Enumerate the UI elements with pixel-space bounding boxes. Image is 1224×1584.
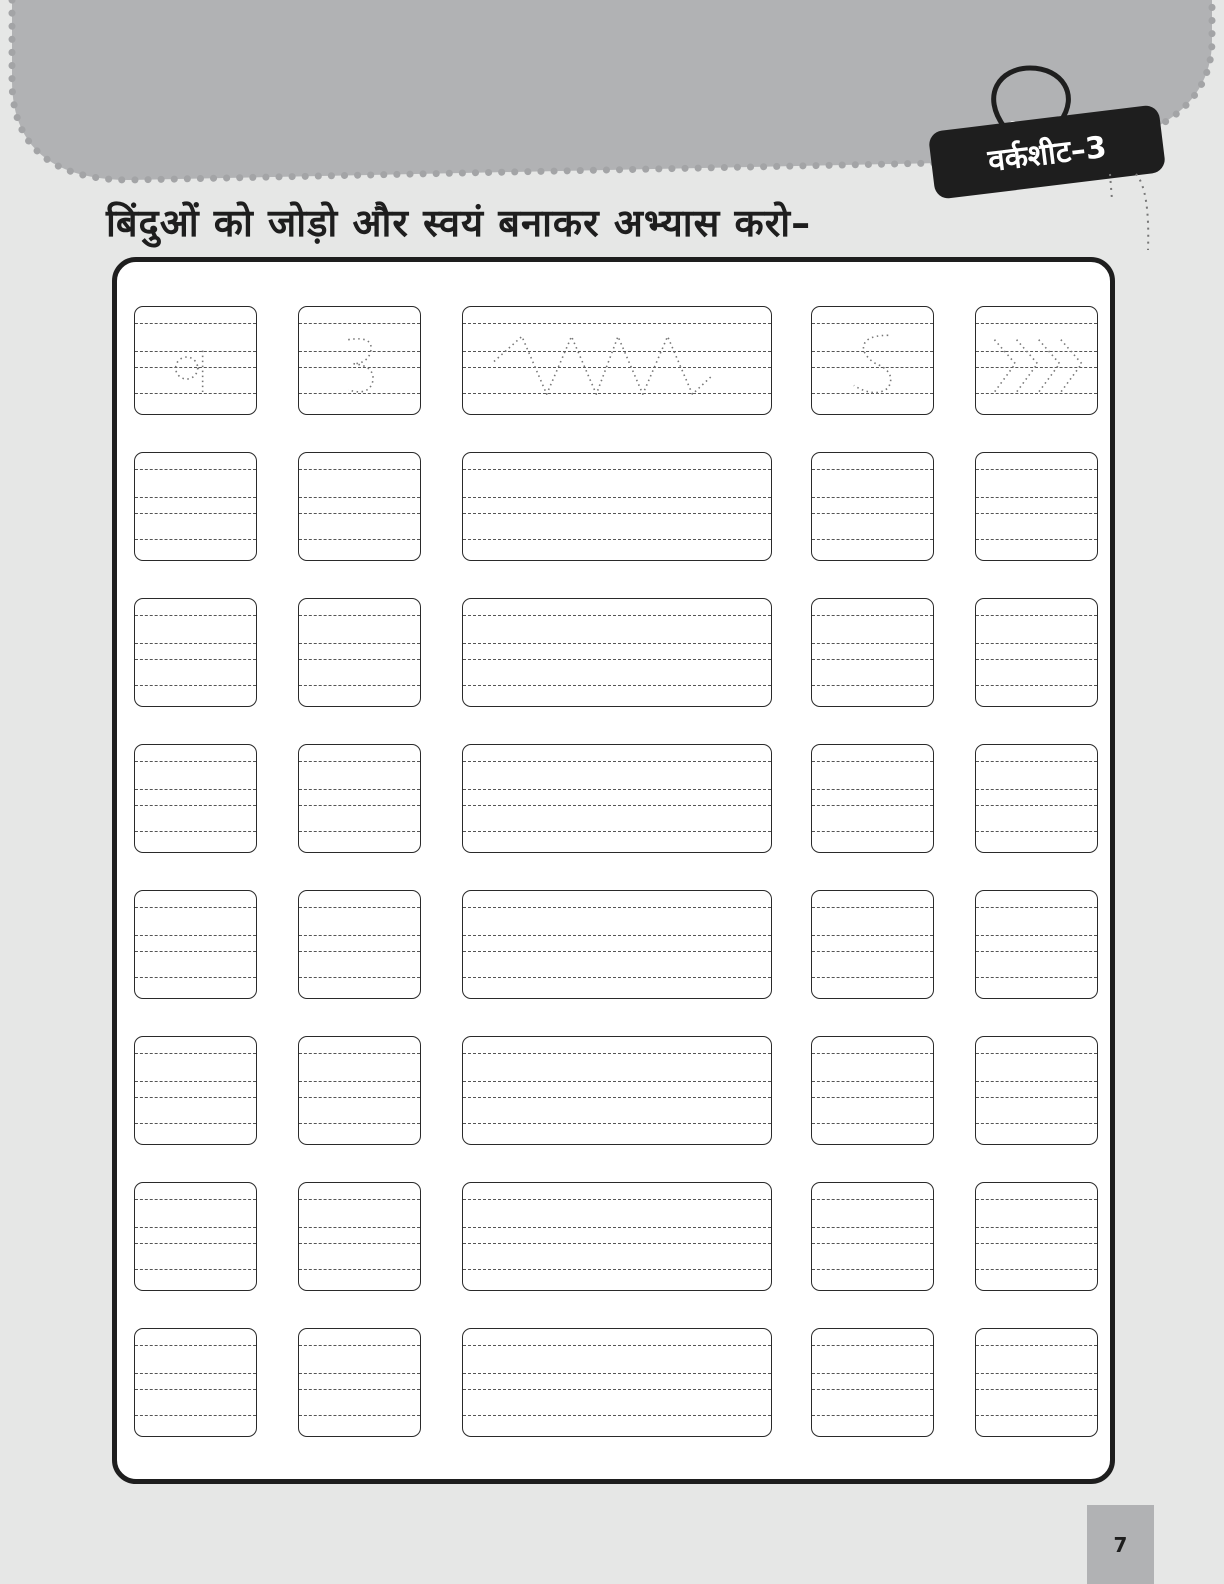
guide-line [299, 469, 420, 470]
guide-line [812, 539, 933, 540]
guide-line [976, 1389, 1097, 1390]
guide-line [463, 1053, 771, 1054]
guide-line [976, 539, 1097, 540]
practice-cell[interactable] [134, 1036, 257, 1145]
guide-line [299, 1269, 420, 1270]
practice-cell[interactable] [462, 1036, 772, 1145]
practice-cell[interactable] [134, 1182, 257, 1291]
guide-line [812, 1269, 933, 1270]
guide-line [812, 1097, 933, 1098]
guide-line [976, 615, 1097, 616]
practice-board [112, 257, 1115, 1484]
guide-line [812, 831, 933, 832]
practice-cell[interactable] [811, 744, 934, 853]
practice-cell[interactable] [811, 890, 934, 999]
page-number-label: 7 [1113, 1532, 1128, 1557]
guide-line [299, 1199, 420, 1200]
guide-line [299, 1227, 420, 1228]
guide-line [135, 1053, 256, 1054]
guide-line [812, 805, 933, 806]
trace-cell-dotted-loop-stroke[interactable] [134, 306, 257, 415]
practice-cell[interactable] [811, 1036, 934, 1145]
guide-line [463, 1123, 771, 1124]
guide-line [812, 907, 933, 908]
guide-line [135, 951, 256, 952]
guide-line [299, 1053, 420, 1054]
guide-line [976, 659, 1097, 660]
guide-line [812, 761, 933, 762]
guide-line [463, 615, 771, 616]
practice-cell[interactable] [811, 598, 934, 707]
guide-line [463, 805, 771, 806]
guide-line [976, 1373, 1097, 1374]
guide-line [135, 659, 256, 660]
guide-line [463, 1199, 771, 1200]
practice-cell[interactable] [811, 452, 934, 561]
guide-line [299, 907, 420, 908]
practice-cell[interactable] [462, 890, 772, 999]
guide-line [299, 1389, 420, 1390]
dotted-wave-trace [463, 307, 772, 415]
guide-line [976, 1243, 1097, 1244]
guide-line [812, 789, 933, 790]
guide-line [976, 761, 1097, 762]
guide-line [299, 685, 420, 686]
worksheet-label: वर्कशीट–3 [986, 129, 1109, 179]
guide-line [299, 1081, 420, 1082]
guide-line [812, 1243, 933, 1244]
guide-line [812, 615, 933, 616]
guide-line [976, 1199, 1097, 1200]
guide-line [135, 497, 256, 498]
practice-cell[interactable] [975, 744, 1098, 853]
guide-line [135, 643, 256, 644]
guide-line [812, 685, 933, 686]
guide-line [812, 1199, 933, 1200]
guide-line [976, 685, 1097, 686]
practice-cell[interactable] [975, 1036, 1098, 1145]
instruction-heading: बिंदुओं को जोड़ो और स्वयं बनाकर अभ्यास करो– [106, 201, 812, 245]
guide-line [135, 935, 256, 936]
guide-line [463, 977, 771, 978]
guide-line [463, 643, 771, 644]
guide-line [812, 1227, 933, 1228]
trace-cell-dotted-3-stroke[interactable] [298, 306, 421, 415]
guide-line [299, 951, 420, 952]
guide-line [463, 1243, 771, 1244]
practice-cell[interactable] [975, 452, 1098, 561]
guide-line [976, 513, 1097, 514]
guide-line [812, 935, 933, 936]
practice-cell[interactable] [462, 744, 772, 853]
guide-line [463, 1269, 771, 1270]
guide-line [135, 1389, 256, 1390]
guide-line [463, 497, 771, 498]
guide-line [812, 1373, 933, 1374]
guide-line [812, 951, 933, 952]
practice-cell[interactable] [298, 1182, 421, 1291]
guide-line [135, 615, 256, 616]
guide-line [299, 831, 420, 832]
practice-cell[interactable] [298, 598, 421, 707]
guide-line [976, 805, 1097, 806]
guide-line [299, 1345, 420, 1346]
guide-line [976, 497, 1097, 498]
guide-line [135, 513, 256, 514]
guide-line [463, 659, 771, 660]
guide-line [463, 951, 771, 952]
guide-line [463, 831, 771, 832]
practice-cell[interactable] [298, 452, 421, 561]
guide-line [812, 469, 933, 470]
guide-line [135, 539, 256, 540]
guide-line [812, 1345, 933, 1346]
guide-line [812, 1123, 933, 1124]
trace-cell-dotted-s-curve[interactable] [811, 306, 934, 415]
practice-cell[interactable] [134, 452, 257, 561]
guide-line [299, 977, 420, 978]
guide-line [135, 1243, 256, 1244]
practice-cell[interactable] [975, 598, 1098, 707]
guide-line [299, 789, 420, 790]
guide-line [135, 469, 256, 470]
guide-line [463, 1345, 771, 1346]
practice-cell[interactable] [298, 744, 421, 853]
guide-line [463, 1415, 771, 1416]
practice-cell[interactable] [298, 1328, 421, 1437]
guide-line [299, 643, 420, 644]
guide-line [135, 1081, 256, 1082]
trace-cell-dotted-wave[interactable] [462, 306, 772, 415]
guide-line [812, 513, 933, 514]
guide-line [135, 1199, 256, 1200]
dotted-loop-stroke-trace [135, 307, 257, 415]
guide-line [299, 513, 420, 514]
practice-cell[interactable] [975, 1328, 1098, 1437]
practice-cell[interactable] [298, 890, 421, 999]
guide-line [976, 789, 1097, 790]
dotted-3-stroke-trace [299, 307, 421, 415]
guide-line [135, 907, 256, 908]
guide-line [463, 469, 771, 470]
guide-line [976, 643, 1097, 644]
guide-line [463, 789, 771, 790]
practice-cell[interactable] [134, 744, 257, 853]
guide-line [976, 907, 1097, 908]
guide-line [299, 539, 420, 540]
tag-string-decoration [1100, 170, 1160, 260]
guide-line [135, 977, 256, 978]
guide-line [812, 497, 933, 498]
practice-cell[interactable] [811, 1182, 934, 1291]
guide-line [135, 1227, 256, 1228]
guide-line [299, 1415, 420, 1416]
guide-line [976, 1123, 1097, 1124]
guide-line [299, 805, 420, 806]
guide-line [135, 1269, 256, 1270]
guide-line [976, 1053, 1097, 1054]
guide-line [135, 1345, 256, 1346]
guide-line [463, 539, 771, 540]
guide-line [135, 789, 256, 790]
guide-line [463, 1081, 771, 1082]
guide-line [812, 1389, 933, 1390]
guide-line [976, 831, 1097, 832]
practice-cell[interactable] [462, 1328, 772, 1437]
practice-cell[interactable] [134, 890, 257, 999]
guide-line [299, 659, 420, 660]
guide-line [299, 935, 420, 936]
guide-line [463, 685, 771, 686]
practice-cell[interactable] [462, 598, 772, 707]
guide-line [463, 1227, 771, 1228]
guide-line [135, 685, 256, 686]
practice-cell[interactable] [462, 1182, 772, 1291]
guide-line [135, 831, 256, 832]
guide-line [463, 513, 771, 514]
guide-line [135, 1373, 256, 1374]
trace-cell-dotted-chevrons[interactable] [975, 306, 1098, 415]
practice-cell[interactable] [134, 1328, 257, 1437]
guide-line [463, 1389, 771, 1390]
guide-line [812, 1415, 933, 1416]
guide-line [976, 1345, 1097, 1346]
guide-line [976, 935, 1097, 936]
practice-cell[interactable] [975, 1182, 1098, 1291]
guide-line [976, 1097, 1097, 1098]
guide-line [463, 935, 771, 936]
guide-line [812, 643, 933, 644]
guide-line [135, 761, 256, 762]
guide-line [976, 1269, 1097, 1270]
dotted-s-curve-trace [812, 307, 934, 415]
guide-line [299, 615, 420, 616]
practice-cell[interactable] [462, 452, 772, 561]
guide-line [463, 1097, 771, 1098]
practice-cell[interactable] [975, 890, 1098, 999]
guide-line [135, 805, 256, 806]
guide-line [812, 1053, 933, 1054]
guide-line [299, 497, 420, 498]
page-number [1087, 1505, 1154, 1584]
guide-line [299, 1123, 420, 1124]
guide-line [135, 1123, 256, 1124]
guide-line [976, 1415, 1097, 1416]
guide-line [135, 1415, 256, 1416]
guide-line [463, 1373, 771, 1374]
guide-line [976, 1081, 1097, 1082]
guide-line [976, 1227, 1097, 1228]
dotted-chevrons-trace [976, 307, 1098, 415]
guide-line [812, 977, 933, 978]
guide-line [976, 977, 1097, 978]
practice-cell[interactable] [811, 1328, 934, 1437]
guide-line [812, 1081, 933, 1082]
guide-line [463, 907, 771, 908]
guide-line [299, 761, 420, 762]
guide-line [812, 659, 933, 660]
guide-line [463, 761, 771, 762]
guide-line [299, 1097, 420, 1098]
practice-cell[interactable] [298, 1036, 421, 1145]
guide-line [299, 1373, 420, 1374]
guide-line [135, 1097, 256, 1098]
guide-line [976, 951, 1097, 952]
practice-cell[interactable] [134, 598, 257, 707]
guide-line [976, 469, 1097, 470]
guide-line [299, 1243, 420, 1244]
